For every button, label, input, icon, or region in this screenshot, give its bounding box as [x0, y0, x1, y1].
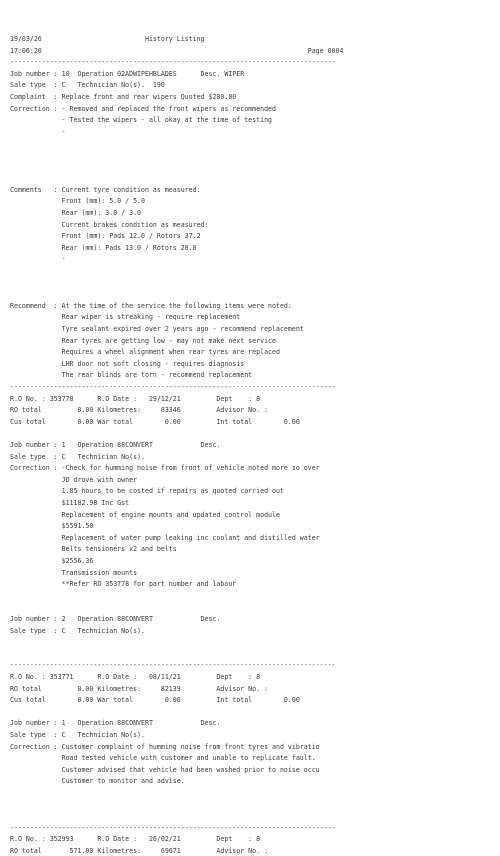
report-line: Sale type : C Technician No(s). — [10, 452, 145, 461]
report-line: Requires a wheel alignment when rear tyres are replaced — [10, 348, 280, 357]
report-line: Job number : 2 Operation 88CONVERT Desc. — [10, 615, 221, 623]
report-line: Sale type : C Technician No(s). — [10, 731, 145, 739]
separator-line: ---------------------------------------------------------------------------------- — [10, 823, 336, 832]
report-line: Replacement of engine mounts and updated control module — [10, 510, 280, 519]
report-line: **Refer RO 353778 for part number and labour — [10, 580, 237, 589]
report-line: Job number : 10 Operation 02ADWIPEHBLADES Desc. WIPER — [10, 69, 245, 78]
report-line: RO total 0.00 Kilometres: 82139 Advisor No. : — [10, 684, 269, 693]
report-line: Sale type : C Technician No(s). — [10, 626, 145, 635]
report-line: Rear tyres are getting low - may not make next service — [10, 336, 276, 345]
report-line: Job number : 1 Operation 88CONVERT Desc. — [10, 441, 221, 449]
report-line: Cus total 0.00 War total 0.00 Int total 0.00 — [10, 417, 300, 426]
report-line: Rear wiper is streaking - require replacement — [10, 313, 241, 322]
report-line: JD drove with owner — [10, 475, 138, 484]
report-line: Complaint : Replace front and rear wipers Quoted $280.00 — [10, 93, 237, 101]
report-line: Correction : - Removed and replaced the front wipers as recommended — [10, 104, 276, 113]
report-line: Job number : 1 Operation 88CONVERT Desc. — [10, 719, 221, 728]
separator-line: ---------------------------------------------------------------------------------- — [10, 58, 336, 67]
report-line: 1.85 hours to be costed if repairs as quoted carried out — [10, 487, 284, 496]
separator-line: ---------------------------------------------------------------------------------- — [10, 383, 336, 391]
report-line: R.O No. : 353778 R.O Date : 29/12/21 Dept : 8 — [10, 394, 261, 403]
report-line: Belts tensioners x2 and belts — [10, 545, 177, 554]
report-line: - — [10, 127, 66, 136]
report-line: $11182.98 Inc Gst — [10, 499, 130, 507]
report-line: Customer advised that vehicle had been washed prior to noise occu — [10, 765, 320, 774]
report-line: Sale type : C Technician No(s). 190 — [10, 81, 165, 90]
report-line: 17:06:20 Page 0004 — [10, 46, 344, 55]
report-line: R.O No. : 352993 R.O Date : 26/02/21 Dept : 8 — [10, 835, 261, 844]
report-line: Cus total 0.00 War total 0.00 Int total 0.00 — [10, 696, 300, 705]
report-line: - — [10, 255, 66, 264]
report-line: Front (mm): Pads 12.0 / Rotors 37.2 — [10, 232, 201, 241]
report-line: Correction : Customer complaint of humming noise from front tyres and vibratio — [10, 742, 320, 751]
report-line: RO total 0.00 Kilometres: 83346 Advisor No. : — [10, 406, 269, 415]
report-line: R.O No. : 353771 R.O Date : 08/11/21 Dept : 8 — [10, 673, 261, 681]
report-line: Correction : -Check for humming noise from front of vehicle noted more so over — [10, 464, 320, 473]
report-line: - Tested the wipers - all okay at the time of testing — [10, 116, 273, 125]
report-line: Recommend : At the time of the service the following items were noted: — [10, 301, 292, 310]
report-line: Rear (mm): Pads 13.0 / Rotors 28.8 — [10, 243, 197, 252]
report-line: Road tested vehicle with customer and unable to replicate fault. — [10, 754, 316, 763]
report-line: 19/03/26 History Listing — [10, 35, 205, 43]
report-line: $5591.50 — [10, 522, 94, 531]
report-line: Replacement of water pump leaking inc coolant and distilled water — [10, 533, 320, 542]
report-line: RO total 571.00 Kilometres: 69671 Advisor No. : — [10, 847, 269, 855]
report-line: Front (mm): 5.0 / 5.0 — [10, 197, 145, 206]
report-line: $2556.36 — [10, 557, 94, 565]
report-line: Tyre sealant expired over 2 years ago - recommend replacement — [10, 325, 304, 333]
separator-line: ---------------------------------------------------------------------------------- — [10, 661, 336, 670]
report-line: Transmission mounts — [10, 568, 138, 577]
report-line: Current brakes condition as measured: — [10, 220, 209, 229]
report-line: LHR door not soft closing - requires diagnosis — [10, 359, 245, 368]
report-line: Customer to monitor and advise. — [10, 777, 185, 786]
report-line: The rear blinds are torn - recommend replacement — [10, 371, 253, 380]
report-line: Rear (mm): 3.0 / 3.0 — [10, 209, 142, 217]
report-line: Comments : Current tyre condition as measured: — [10, 185, 201, 194]
